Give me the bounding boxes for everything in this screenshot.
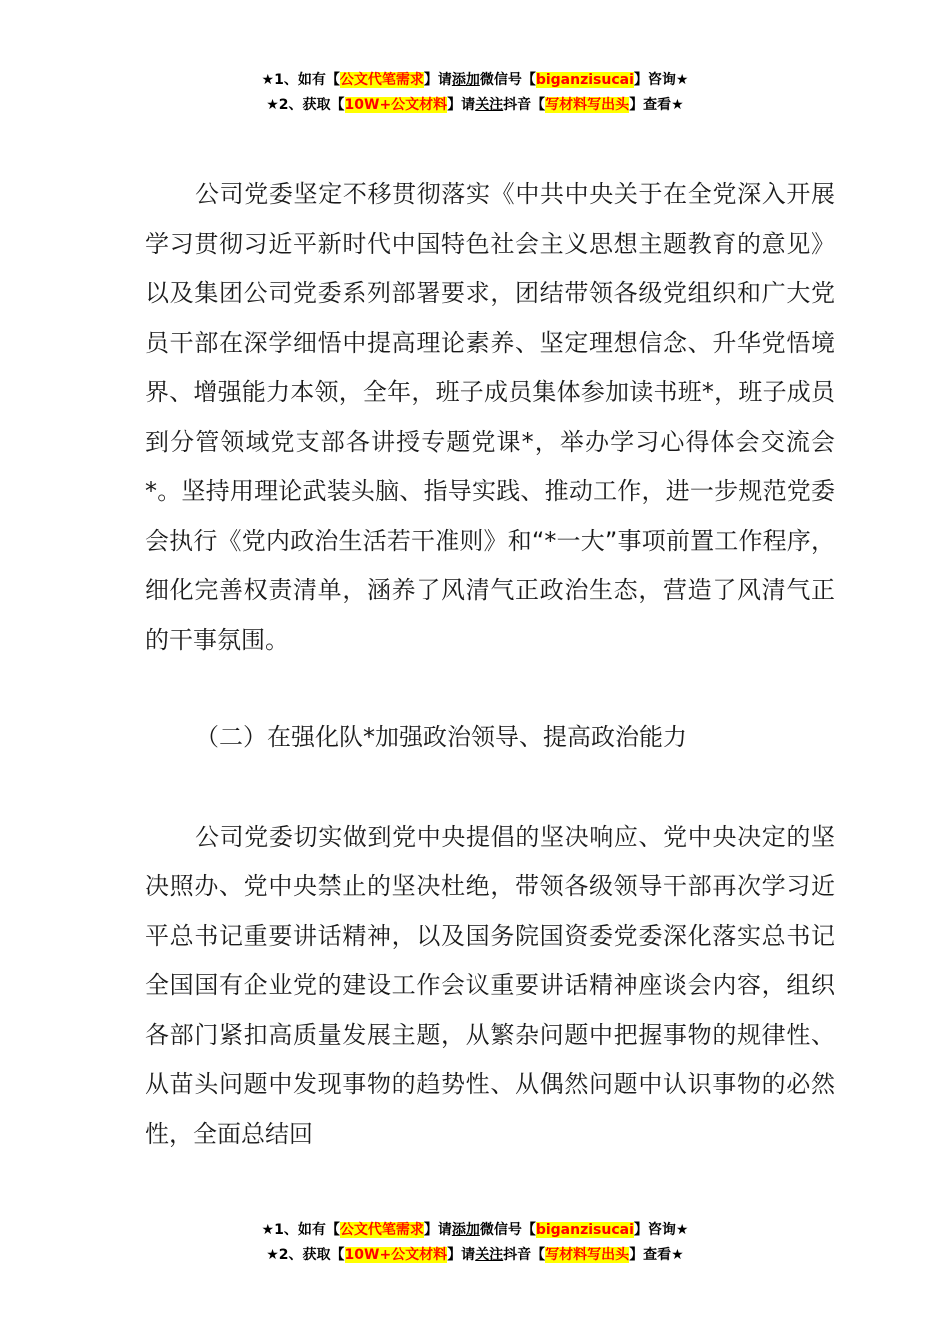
banner-text: ★1、如有【 xyxy=(261,1222,340,1238)
banner-text: ★2、获取【 xyxy=(266,1247,345,1263)
banner-text: 微信号【 xyxy=(479,1222,536,1238)
banner-text: 】查看★ xyxy=(629,97,684,113)
banner-underlined-text: 添加 xyxy=(451,72,480,88)
banner-text: 】请 xyxy=(447,1247,476,1263)
top-banner xyxy=(0,68,950,118)
banner-highlight: 公文代笔需求 xyxy=(339,72,424,88)
banner-text: 抖音【 xyxy=(503,97,546,113)
banner-text: 】请 xyxy=(423,72,452,88)
bottom-banner xyxy=(0,1218,950,1268)
document-body xyxy=(145,170,835,1159)
banner-text: 】查看★ xyxy=(629,1247,684,1263)
banner-line-1 xyxy=(0,68,950,93)
body-paragraph: 公司党委坚定不移贯彻落实《中共中央关于在全党深入开展学习贯彻习近平新时代中国特色社会主义思想主题教育的意见》以及集团公司党委系列部署要求，团结带领各级党组织和广大党员干部在深学细悟中提高理论素养、坚定理想信念、升华党悟境界、增强能力本领，全年，班子成员集体参加读书班*，班子成员到分管领域党支部各讲授专题党课*，举办学习心得体会交流会*。坚持用理论武装头脑、指导实践、推动工作，进一步规范党委会执行《党内政治生活若干准则》和“*一大”事项前置工作程序，细化完善权责清单，涵养了风清气正政治生态，营造了风清气正的干事氛围。 xyxy=(145,180,835,654)
banner-underlined-text: 添加 xyxy=(451,1222,480,1238)
body-paragraph: 公司党委切实做到党中央提倡的坚决响应、党中央决定的坚决照办、党中央禁止的坚决杜绝，带领各级领导干部再次学习近平总书记重要讲话精神，以及国务院国资委党委深化落实总书记全国国有企业党的建设工作会议重要讲话精神座谈会内容，组织各部门紧扣高质量发展主题，从繁杂问题中把握事物的规律性、从苗头问题中发现事物的趋势性、从偶然问题中认识事物的必然性，全面总结回 xyxy=(145,822,835,1148)
banner-highlight: 10W+公文材料 xyxy=(344,1247,448,1263)
banner-text: 抖音【 xyxy=(503,1247,546,1263)
banner-line-2 xyxy=(0,93,950,118)
banner-line-2 xyxy=(0,1243,950,1268)
section-heading: （二）在强化队*加强政治领导、提高政治能力 xyxy=(195,723,687,751)
banner-highlight: 10W+公文材料 xyxy=(344,97,448,113)
banner-line-1 xyxy=(0,1218,950,1243)
banner-text: 】咨询★ xyxy=(633,72,689,88)
banner-text: 】咨询★ xyxy=(633,1222,689,1238)
banner-text: ★2、获取【 xyxy=(266,97,345,113)
banner-underlined-text: 关注 xyxy=(475,1247,504,1263)
banner-underlined-text: 关注 xyxy=(475,97,504,113)
banner-text: 】请 xyxy=(423,1222,452,1238)
banner-highlight: 写材料写出头 xyxy=(545,1247,630,1263)
banner-text: ★1、如有【 xyxy=(261,72,340,88)
banner-highlight: 公文代笔需求 xyxy=(339,1222,424,1238)
banner-text: 】请 xyxy=(447,97,476,113)
banner-highlight: biganzisucai xyxy=(535,72,634,88)
banner-highlight: 写材料写出头 xyxy=(545,97,630,113)
banner-highlight: biganzisucai xyxy=(535,1222,634,1238)
banner-text: 微信号【 xyxy=(479,72,536,88)
